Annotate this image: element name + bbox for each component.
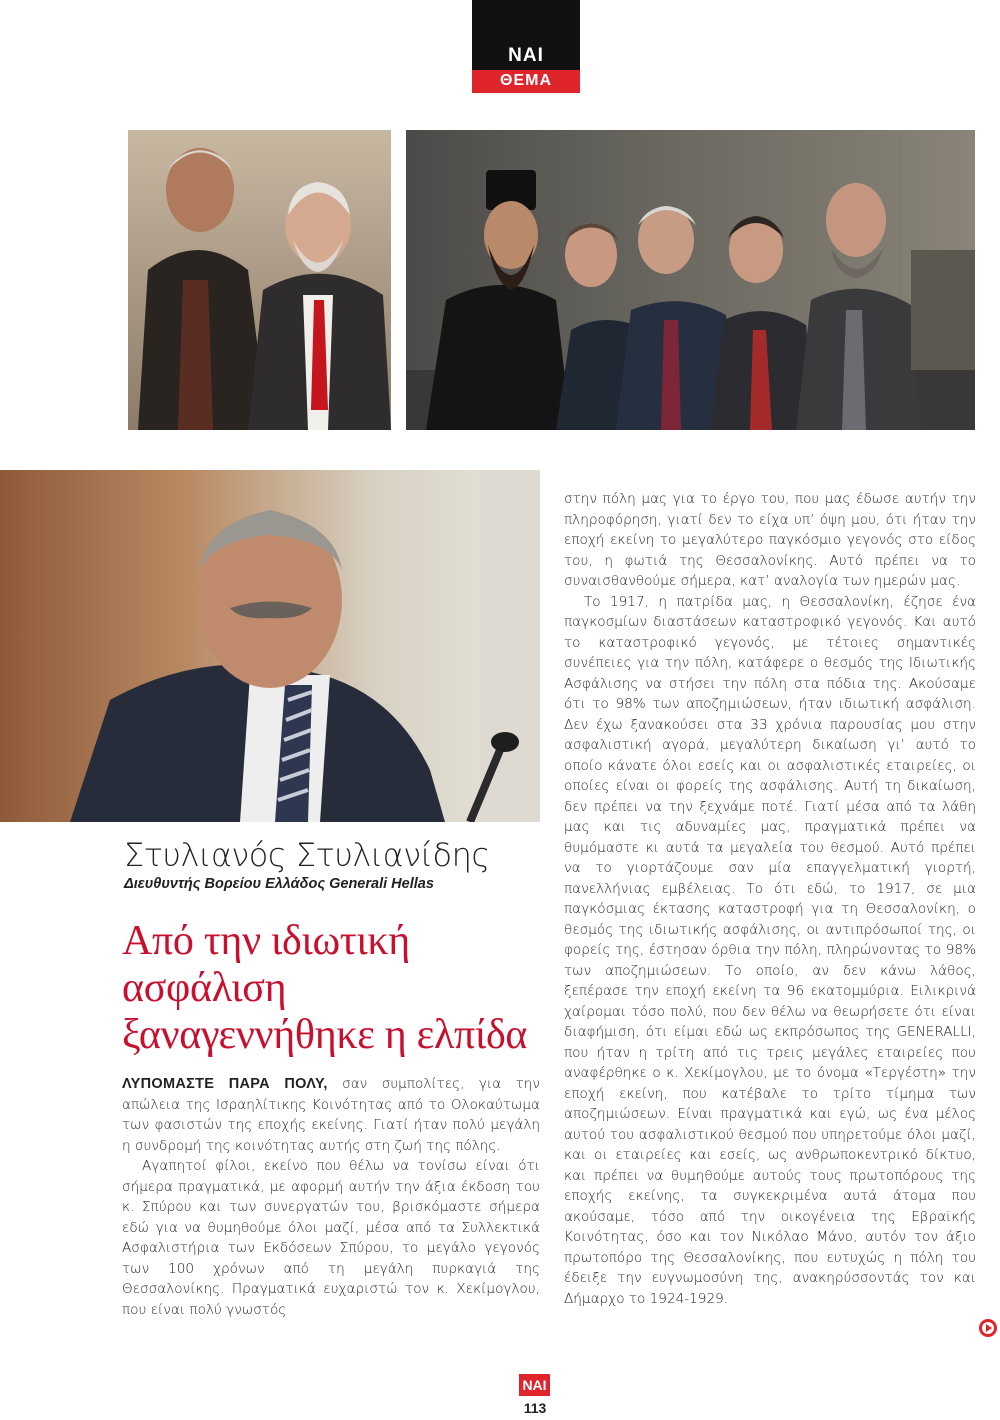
page-number: 113 (523, 1400, 547, 1416)
article-column-right (564, 489, 976, 1309)
article-paragraph: Αγαπητοί φίλοι, εκείνο που θέλω να τονίσω είναι ότι σήμερα πραγματικά, με αφορμή αυτήν την άξια έκδοση του κ. Σπύρου και των συνεργατών του, βρισκόμαστε σήμερα εδώ για να θυμηθούμε όλοι μαζί, μέσα από τα Συλλεκτικά Ασφαλιστήρια των Εκδόσεων Σπύρου, το μεγάλο γεγονός των 100 χρόνων από τη μεγάλη πυρκαγιά της Θεσσαλονίκης. Πραγματικά ευχαριστώ τον κ. Χεκίμογλου, που είναι πολύ γνωστός (122, 1158, 540, 1318)
headline-line: ξαναγεννήθηκε η ελπίδα (122, 1012, 528, 1058)
photo-speaker-portrait (0, 470, 540, 822)
continue-arrow-icon[interactable] (979, 1319, 997, 1337)
article-paragraph: Το 1917, η πατρίδα μας, η Θεσσαλονίκη, έζησε ένα παγκοσμίων διαστάσεων καταστροφικό γεγονός. Και αυτό το καταστροφικό γεγονός, με τέτοιες σημαντικές συνέπειες για την πόλη, κατάφερε ο θεσμός της Ιδιωτικής Ασφάλισης να στήσει την πόλη στα πόδια της. Ακούσαμε ότι το 98% των αποζημιώσεων, ήταν ιδιωτική ασφάλιση. Δεν έχω ξανακούσει στα 33 χρόνια παρουσίας μου στην ασφαλιστική αγορά, μεγαλύτερη δικαίωση γι’ αυτό το οποίο κάνατε όλοι εσείς και οι ασφαλιστικές εταιρείες, οι οποίες είναι οι φορείς της ασφάλισης. Αυτή τη δικαίωση, δεν πρέπει να την ξεχνάμε ποτέ. Γιατί μέσα από τα λάθη μας και τις αδυναμίες μας, πραγματικά πρέπει να θυμόμαστε κι αυτά τα μεγαλεία του θεσμού. Αυτό πρέπει να το γιορτάζουμε σαν μία επαγγελματική γιορτή, πανελλήνιας εμβέλειας. Το ότι εδώ, το 1917, σε μια παγκόσμιας έκτασης καταστροφή για τη Θεσσαλονίκη, ο θεσμός της ιδιωτικής ασφάλισης, οι αντιπρόσωποί της, οι φορείς της, έστησαν όρθια την πόλη, πληρώνοντας το 98% των αποζημιώσεων. Το οποίο, αν δεν κάνω λάθος, ξεπέρασε την εποχή εκείνη τα 96 εκατομμύρια. Ειλικρινά χαίρομαι τόσο πολύ, που δεν θέλω να θεωρήσετε ότι είναι διαφήμιση, ότι είμαι εδώ ως εκπρόσωπος της GENERALLI, που ήταν η τρίτη από τις τρεις μεγάλες εταιρείες που αναφέρθηκε ο κ. Χεκίμογλου, με το όνομα «Τεργέστη» την εποχή εκείνη, που κατέβαλε το τρίτο τίμημα των αποζημιώσεων. Είναι πραγματικά και εγώ, ως ένα μέλος αυτού του ασφαλιστικού θεσμού που υπηρετούμε όλοι μαζί, και οι εταιρείες και εσείς, ως ανθρωποκεντρικό δίκτυο, και πρέπει να θυμηθούμε αυτούς τους πρωτοπόρους της εποχής εκείνης, τα συγκεκριμένα αυτά άτομα που ακούσαμε, τόσο από την οικογένεια της Εβραϊκής Κοινότητας, όσο και τον Νικόλαο Μάνο, αυτόν τον άξιο πρωτοπόρο της Θεσσαλονίκης, που ευτυχώς η πόλη του έδειξε την ευγνωμοσύνη της, ανακηρύσσοντάς τον και Δήμαρχο το 1924-1929. (564, 593, 976, 1307)
footer-logo: NAI (519, 1374, 550, 1396)
section-header (472, 0, 580, 93)
headline-line: ασφάλιση (122, 965, 287, 1011)
headline-line: Από την ιδιωτική (122, 918, 410, 964)
photo-two-men (128, 130, 391, 430)
paragraph-text: σαν συμπολίτες, για την απώλεια της Ισραηλίτικης Κοινότητας από το Ολοκαύτωμα των φασιστών της εποχής εκείνης. Γιατί ήταν πολύ μεγάλη η συνδρομή της κοινότητας αυτής στη ζωή της πόλης. (122, 1076, 540, 1154)
article-paragraph: στην πόλη μας για το έργο του, που μας έδωσε αυτήν την πληροφόρηση, γιατί δεν το είχα υπ’ όψη μου, ότι ήταν την εποχή εκείνη το μεγαλύτερο παγκόσμιο γεγονός στο είδος του, η φωτιά της Θεσσαλονίκης. Αυτό πρέπει να το συναισθανθούμε σήμερα, κατ’ αναλογία των ημερών μας. (564, 491, 976, 589)
speaker-name: Στυλιανός Στυλιανίδης (124, 836, 490, 874)
lead-in: ΛΥΠΟΜΑΣΤΕ ΠΑΡΑ ΠΟΛΥ, (122, 1076, 328, 1092)
photo-seated-guests (406, 130, 975, 430)
speaker-title: Διευθυντής Βορείου Ελλάδος Generali Hellas (124, 876, 434, 892)
article-paragraph (122, 1074, 540, 1156)
article-headline (122, 918, 542, 1059)
section-label: ΘΕΜΑ (472, 70, 580, 93)
brand-label: NAI (508, 45, 544, 66)
article-column-left (122, 1074, 540, 1320)
